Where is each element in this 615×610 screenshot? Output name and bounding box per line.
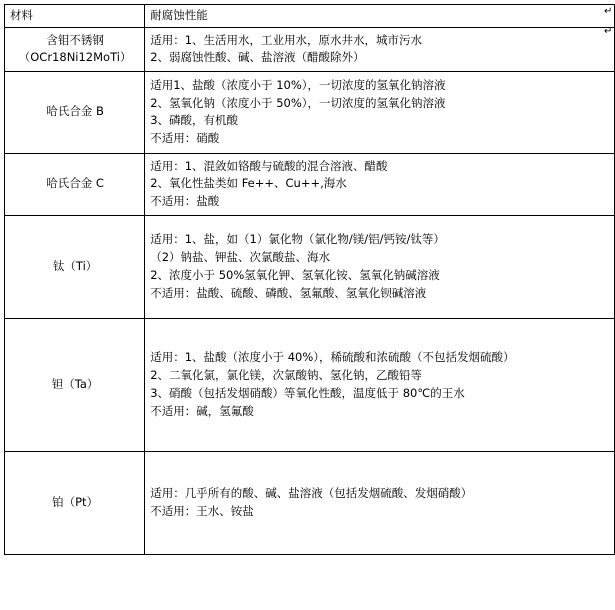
property-line: 不适用：硝酸: [150, 131, 220, 146]
table-row: [5, 318, 615, 451]
material-cell-hastelloy-b: [5, 71, 145, 153]
property-cell-hastelloy-c: [145, 153, 615, 215]
table-row: [5, 215, 615, 318]
table-body: [5, 5, 615, 555]
material-cell-platinum: [5, 451, 145, 554]
material-cell-titanium: [5, 215, 145, 318]
property-line: 适用：1、混敛如铬酸与硫酸的混合溶液、醋酸: [150, 158, 388, 173]
material-cell-stainless-steel: [5, 27, 145, 71]
property-cell-tantalum: [145, 318, 615, 451]
header-cell-property: [145, 5, 615, 28]
property-line: 2、浓度小于 50%氢氧化钾、氢氧化铵、氢氧化钠碱溶液: [150, 267, 440, 282]
property-line: 适用：1、生活用水，工业用水，原水井水，城市污水: [150, 32, 423, 47]
table-header-row: [5, 5, 615, 28]
property-line: 适用：几乎所有的酸、碱、盐溶液（包括发烟硫酸、发烟硝酸）: [150, 486, 473, 500]
property-cell-stainless-steel: [145, 27, 615, 71]
material-name-line: 含钼不锈钢: [46, 32, 104, 47]
property-line: 适用：1、盐酸（浓度小于 40%），稀硫酸和浓硫酸（不包括发烟硫酸）: [150, 350, 515, 365]
table-row: [5, 153, 615, 215]
property-line: 适用1、盐酸（浓度小于 10%），一切浓度的氢氧化钠溶液: [150, 77, 446, 92]
header-material-label: 材料: [10, 8, 33, 22]
corrosion-resistance-table: [4, 4, 615, 555]
property-line: 不适用：王水、铵盐: [150, 503, 254, 518]
property-cell-platinum: [145, 451, 615, 554]
paragraph-mark: ↵: [604, 26, 613, 37]
property-cell-hastelloy-b: [145, 71, 615, 153]
property-line: 不适用：碱，氢氟酸: [150, 403, 254, 418]
material-cell-hastelloy-c: [5, 153, 145, 215]
property-line: 适用：1、盐，如（1）氯化物（氯化物/镁/铝/钙铵/钛等）: [150, 232, 445, 247]
property-line: 2、氧化性盐类如 Fe++、Cu++,海水: [150, 176, 347, 191]
material-name-line: 铂（Pt）: [52, 494, 99, 509]
table-row: [5, 27, 615, 71]
material-name-line: （OCr18Ni12MoTi）: [18, 50, 132, 65]
property-line: 不适用：盐酸、硫酸、磷酸、氢氟酸、氢氧化钡碱溶液: [150, 285, 427, 300]
table-row: [5, 451, 615, 554]
property-line: 3、硝酸（包括发烟硝酸）等氧化性酸，温度低于 80℃的王水: [150, 385, 465, 400]
property-line: 不适用：盐酸: [150, 194, 220, 209]
property-line: 2、氢氧化钠（浓度小于 50%），一切浓度的氢氧化钠溶液: [150, 95, 446, 110]
paragraph-mark: ↵: [604, 6, 613, 17]
header-property-label: 耐腐蚀性能: [150, 8, 208, 22]
table-row: [5, 71, 615, 153]
property-line: 3、磷酸，有机酸: [150, 113, 239, 128]
property-cell-titanium: [145, 215, 615, 318]
material-name-line: 哈氏合金 C: [46, 176, 104, 191]
paragraph-marks-column: [604, 0, 614, 610]
header-cell-material: [5, 5, 145, 28]
material-name-line: 哈氏合金 B: [46, 104, 104, 119]
property-line: 2、二氧化氯，氯化镁，次氯酸钠、氢化钠，乙酸铅等: [150, 368, 423, 382]
material-name-line: 钽（Ta）: [51, 376, 99, 391]
material-cell-tantalum: [5, 318, 145, 451]
material-name-line: 钛（Ti）: [52, 258, 98, 273]
property-line: 2、弱腐蚀性酸、碱、盐溶液（醋酸除外）: [150, 50, 365, 65]
property-line: （2）钠盐、钾盐、次氯酸盐、海水: [150, 250, 331, 264]
